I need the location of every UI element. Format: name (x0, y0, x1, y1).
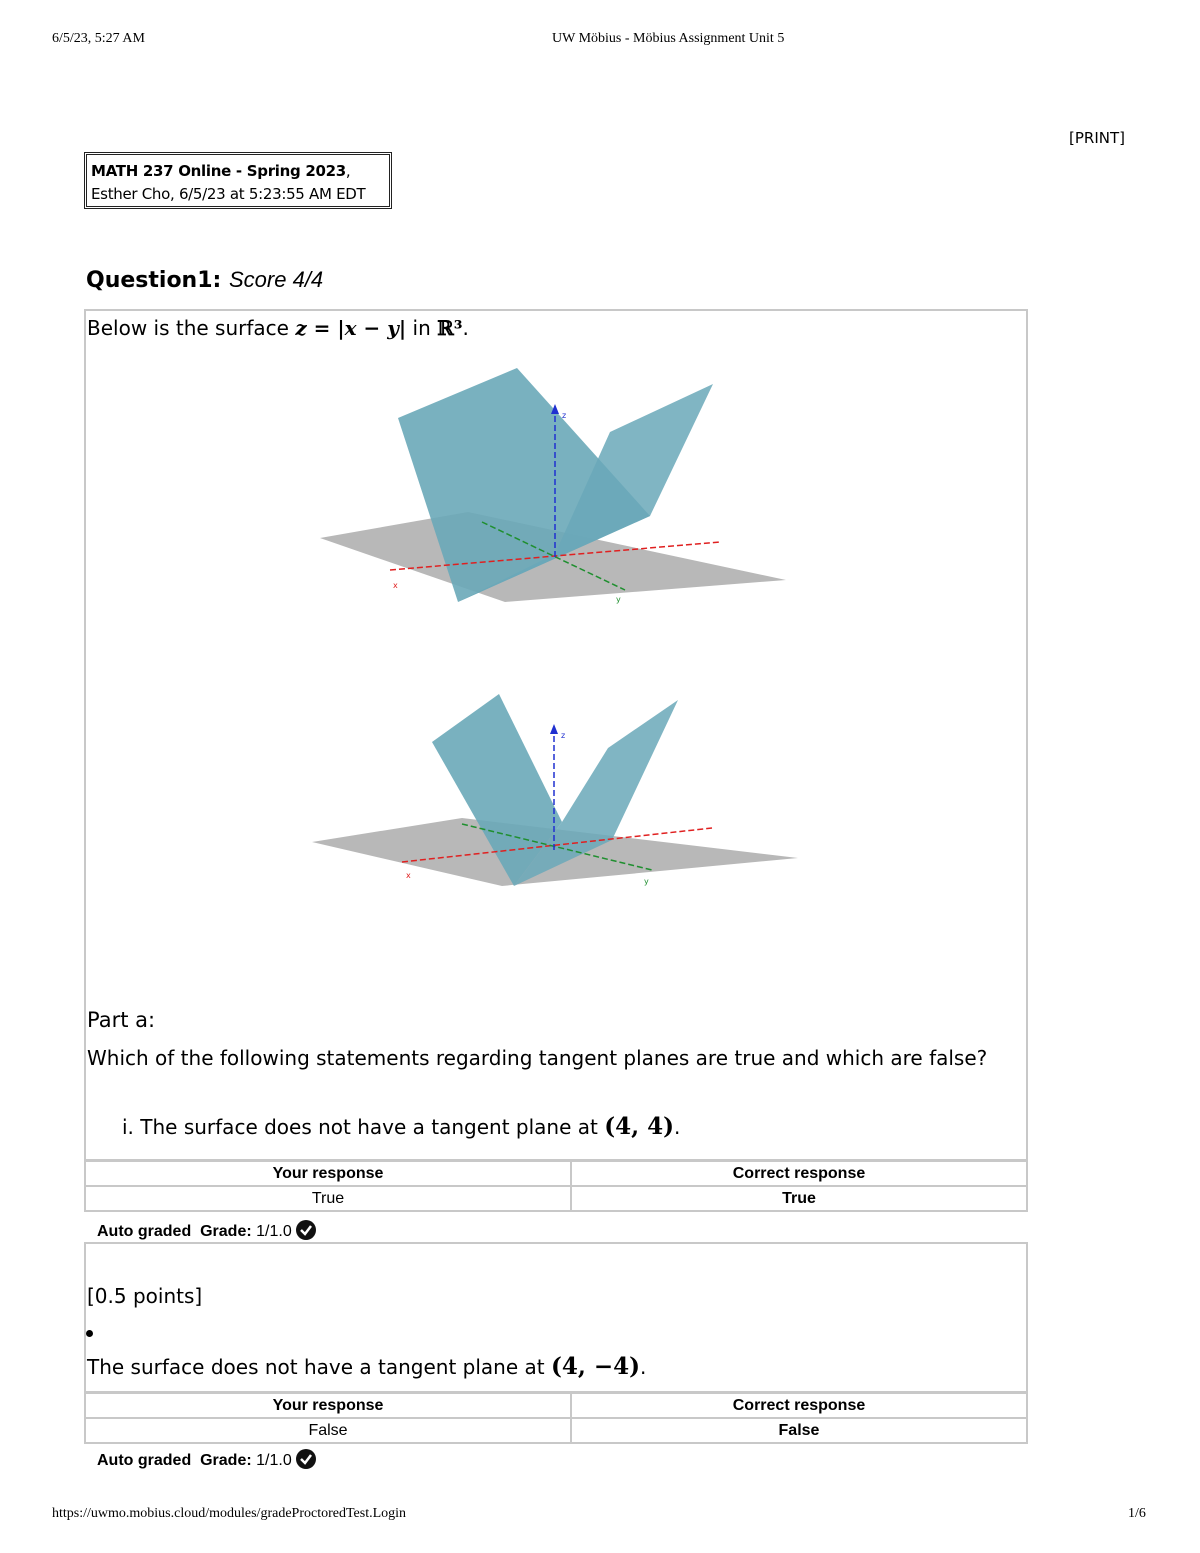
correct-response-value: True (571, 1186, 1027, 1211)
x-axis-label: x (406, 871, 411, 880)
intro-end: . (462, 316, 469, 340)
grade-label: Grade: (200, 1223, 252, 1240)
correct-response-value: False (571, 1418, 1027, 1443)
header-correct-response: Correct response (571, 1161, 1027, 1186)
statement-1-text: i. The surface does not have a tangent plane at (122, 1115, 605, 1139)
your-response-value: True (85, 1186, 571, 1211)
part-label: Part a: (87, 1008, 156, 1032)
grade-line-2 (97, 1449, 316, 1470)
header-datetime: 6/5/23, 5:27 AM (52, 31, 145, 46)
intro-math: z = |x − y| (295, 316, 407, 340)
grade-value: 1/1.0 (256, 1452, 292, 1469)
grade-value: 1/1.0 (256, 1223, 292, 1240)
statement-2-text: The surface does not have a tangent plane at (87, 1355, 551, 1379)
header-title: UW Möbius - Möbius Assignment Unit 5 (552, 31, 785, 46)
z-axis-label: z (561, 731, 566, 740)
statement-1-point: (4, 4) (604, 1113, 675, 1140)
statement-1-end: . (674, 1115, 681, 1139)
intro-space: ℝ³ (437, 316, 463, 340)
student-line: Esther Cho, 6/5/23 at 5:23:55 AM EDT (91, 185, 366, 203)
surface-graph-top (320, 362, 790, 612)
z-axis-label: z (562, 411, 567, 420)
question-score: Score 4/4 (229, 267, 324, 292)
intro-text: Below is the surface (87, 316, 296, 340)
your-response-value: False (85, 1418, 571, 1443)
grade-label: Grade: (200, 1452, 252, 1469)
auto-graded-label: Auto graded (97, 1452, 192, 1469)
course-name: MATH 237 Online - Spring 2023 (91, 162, 346, 180)
response-table-1 (84, 1160, 1028, 1212)
question-label: Question1: (86, 268, 222, 293)
intro-middle: in (406, 316, 438, 340)
question-text: Which of the following statements regarding tangent planes are true and which are false? (87, 1046, 988, 1070)
header-your-response: Your response (85, 1393, 571, 1418)
footer-url[interactable]: https://uwmo.mobius.cloud/modules/gradeProctoredTest.Login (52, 1506, 407, 1521)
bullet (86, 1330, 93, 1337)
statement-2 (87, 1353, 646, 1380)
surface-graph-bottom (312, 690, 802, 890)
statement-2-point: (4, −4) (550, 1353, 641, 1380)
z-arrow (550, 724, 558, 734)
auto-graded-label: Auto graded (97, 1223, 192, 1240)
statement-2-end: . (640, 1355, 647, 1379)
header-your-response: Your response (85, 1161, 571, 1186)
header-correct-response: Correct response (571, 1393, 1027, 1418)
y-axis-label: y (644, 877, 649, 886)
check-circle-icon (296, 1449, 316, 1469)
statement-1 (122, 1113, 680, 1140)
course-info-box: MATH 237 Online - Spring 2023, Esther Cho, 6/5/23 at 5:23:55 AM EDT (84, 152, 392, 209)
footer-page: 1/6 (1128, 1506, 1146, 1521)
x-axis-label: x (393, 581, 398, 590)
response-table-2 (84, 1392, 1028, 1444)
grade-line-1 (97, 1220, 316, 1241)
question-title (86, 267, 323, 293)
check-circle-icon (296, 1220, 316, 1240)
question-intro (87, 316, 469, 340)
points-label: [0.5 points] (87, 1284, 203, 1308)
print-link[interactable]: [PRINT] (1069, 129, 1125, 147)
y-axis-label: y (616, 595, 621, 604)
